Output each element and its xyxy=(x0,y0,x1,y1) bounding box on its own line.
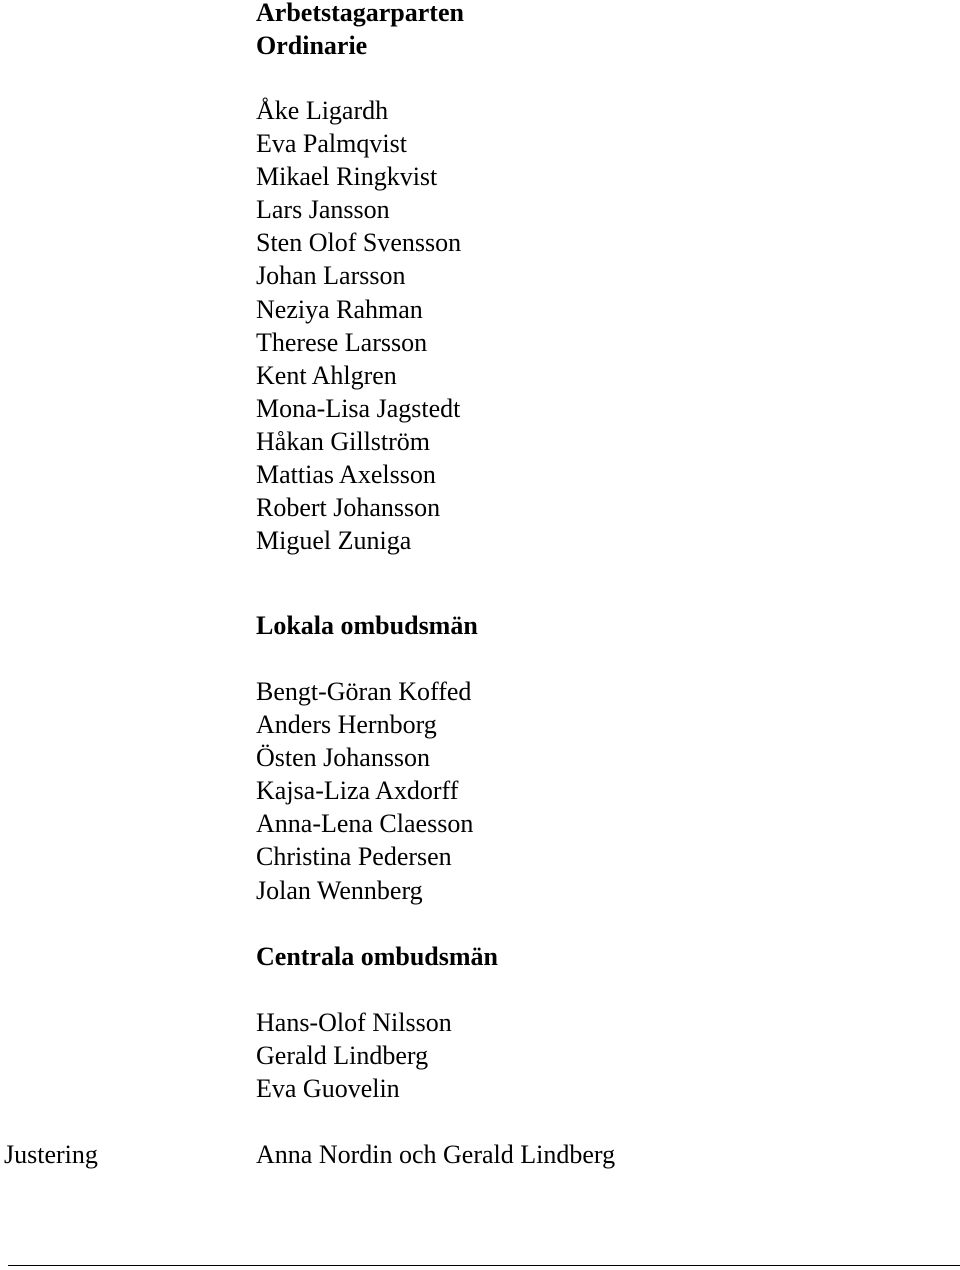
list-item: Kent Ahlgren xyxy=(256,360,397,390)
list-item: Neziya Rahman xyxy=(256,294,423,324)
list-item: Mattias Axelsson xyxy=(256,460,436,490)
justering-value: Anna Nordin och Gerald Lindberg xyxy=(256,1140,616,1169)
ordinarie-heading: Ordinarie xyxy=(256,31,368,60)
list-item: Hans-Olof Nilsson xyxy=(256,1008,452,1037)
list-item: Eva Guovelin xyxy=(256,1074,400,1104)
list-item: Mona-Lisa Jagstedt xyxy=(256,393,461,423)
centrala-ombudsman-heading: Centrala ombudsmän xyxy=(256,942,498,971)
list-item: Miguel Zuniga xyxy=(256,526,412,556)
list-item: Kajsa-Liza Axdorff xyxy=(256,776,459,806)
list-item: Anders Hernborg xyxy=(256,710,437,740)
centrala-ombudsman-list xyxy=(256,1006,452,1105)
list-item: Johan Larsson xyxy=(256,261,406,291)
list-item: Robert Johansson xyxy=(256,493,441,523)
list-item: Mikael Ringkvist xyxy=(256,162,438,192)
list-item: Therese Larsson xyxy=(256,327,428,357)
list-item: Jolan Wennberg xyxy=(256,875,423,905)
list-item: Eva Palmqvist xyxy=(256,129,407,159)
party-title: Arbetstagarparten xyxy=(256,0,464,27)
list-item: Christina Pedersen xyxy=(256,842,452,872)
ordinarie-list xyxy=(256,94,461,557)
list-item: Gerald Lindberg xyxy=(256,1041,429,1071)
list-item: Åke Ligardh xyxy=(256,96,389,125)
justering-label: Justering xyxy=(4,1140,98,1169)
list-item: Bengt-Göran Koffed xyxy=(256,677,472,706)
list-item: Håkan Gillström xyxy=(256,426,431,456)
lokala-ombudsman-list xyxy=(256,675,473,907)
lokala-ombudsman-heading: Lokala ombudsmän xyxy=(256,611,478,640)
list-item: Anna-Lena Claesson xyxy=(256,809,474,839)
list-item: Sten Olof Svensson xyxy=(256,228,462,258)
list-item: Östen Johansson xyxy=(256,743,431,773)
footer-divider xyxy=(8,1265,960,1266)
list-item: Lars Jansson xyxy=(256,195,390,225)
